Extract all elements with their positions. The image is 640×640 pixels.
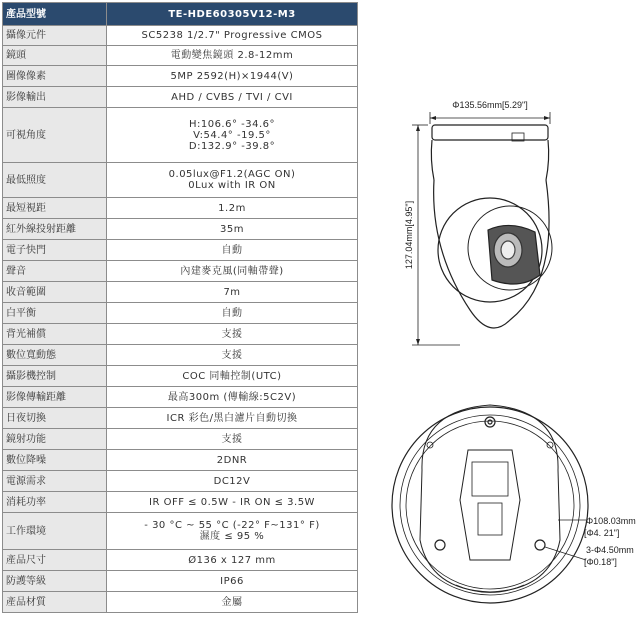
table-row	[3, 198, 358, 219]
spec-value: 支援	[107, 324, 358, 345]
bottom-dimension-1-inch: [Φ4. 21"]	[584, 528, 620, 538]
spec-label: 攝影機控制	[3, 366, 107, 387]
bottom-dimension-1: Φ108.03mm	[586, 516, 636, 526]
spec-label: 紅外線投射距離	[3, 219, 107, 240]
spec-label: 電子快門	[3, 240, 107, 261]
spec-value: DC12V	[107, 471, 358, 492]
spec-table	[2, 2, 358, 613]
spec-value: 自動	[107, 303, 358, 324]
bottom-dimension-2: 3-Φ4.50mm	[586, 545, 634, 555]
spec-label: 聲音	[3, 261, 107, 282]
spec-label: 可視角度	[3, 108, 107, 163]
spec-label: 消耗功率	[3, 492, 107, 513]
spec-label: 最低照度	[3, 163, 107, 198]
spec-label: 工作環境	[3, 513, 107, 550]
spec-label: 最短視距	[3, 198, 107, 219]
table-row	[3, 46, 358, 66]
spec-value: 7m	[107, 282, 358, 303]
spec-label: 影像傳輸距離	[3, 387, 107, 408]
spec-label: 攝像元件	[3, 26, 107, 46]
spec-label: 鏡射功能	[3, 429, 107, 450]
table-header-row	[3, 3, 358, 26]
table-row	[3, 87, 358, 108]
table-row	[3, 450, 358, 471]
spec-label: 數位寬動態	[3, 345, 107, 366]
table-row	[3, 66, 358, 87]
table-row	[3, 240, 358, 261]
table-row	[3, 108, 358, 163]
spec-label: 圖像像素	[3, 66, 107, 87]
spec-value: 自動	[107, 240, 358, 261]
spec-label: 產品尺寸	[3, 550, 107, 571]
table-row	[3, 282, 358, 303]
header-label: 產品型號	[3, 3, 107, 26]
spec-value: 內建麥克風(同軸帶聲)	[107, 261, 358, 282]
table-row	[3, 387, 358, 408]
spec-label: 電源需求	[3, 471, 107, 492]
spec-label: 產品材質	[3, 592, 107, 613]
spec-value: 電動變焦鏡頭 2.8-12mm	[107, 46, 358, 66]
spec-label: 防護等級	[3, 571, 107, 592]
table-row	[3, 26, 358, 46]
table-row	[3, 345, 358, 366]
spec-value: COC 同軸控制(UTC)	[107, 366, 358, 387]
spec-value: AHD / CVBS / TVI / CVI	[107, 87, 358, 108]
bottom-dimension-2-inch: [Φ0.18"]	[584, 557, 617, 567]
spec-label: 數位降噪	[3, 450, 107, 471]
spec-value: H:106.6° -34.6° V:54.4° -19.5° D:132.9° -39.8°	[107, 108, 358, 163]
spec-label: 鏡頭	[3, 46, 107, 66]
spec-label: 日夜切換	[3, 408, 107, 429]
spec-value: 支援	[107, 345, 358, 366]
table-row	[3, 571, 358, 592]
width-dimension: Φ135.56mm[5.29"]	[452, 100, 528, 110]
spec-value: ICR 彩色/黑白濾片自動切換	[107, 408, 358, 429]
table-row	[3, 471, 358, 492]
table-row	[3, 492, 358, 513]
spec-label: 影像輸出	[3, 87, 107, 108]
spec-value: - 30 °C ~ 55 °C (-22° F~131° F) 濕度 ≤ 95 %	[107, 513, 358, 550]
table-row	[3, 303, 358, 324]
table-row	[3, 219, 358, 240]
spec-value: 金屬	[107, 592, 358, 613]
spec-value: 最高300m (傳輸線:5C2V)	[107, 387, 358, 408]
table-row	[3, 163, 358, 198]
table-row	[3, 550, 358, 571]
camera-drawing	[360, 0, 640, 640]
table-row	[3, 324, 358, 345]
table-row	[3, 366, 358, 387]
spec-label: 背光補償	[3, 324, 107, 345]
spec-value: 1.2m	[107, 198, 358, 219]
spec-value: 支援	[107, 429, 358, 450]
bottom-view	[392, 405, 588, 603]
spec-value: Ø136 x 127 mm	[107, 550, 358, 571]
spec-label: 收音範圍	[3, 282, 107, 303]
spec-value: 2DNR	[107, 450, 358, 471]
table-row	[3, 429, 358, 450]
table-row	[3, 408, 358, 429]
side-view	[412, 112, 552, 345]
spec-value: 0.05lux@F1.2(AGC ON) 0Lux with IR ON	[107, 163, 358, 198]
table-row	[3, 592, 358, 613]
spec-value: IP66	[107, 571, 358, 592]
spec-value: SC5238 1/2.7" Progressive CMOS	[107, 26, 358, 46]
spec-label: 白平衡	[3, 303, 107, 324]
table-row	[3, 513, 358, 550]
table-row	[3, 261, 358, 282]
spec-value: IR OFF ≤ 0.5W - IR ON ≤ 3.5W	[107, 492, 358, 513]
header-model: TE-HDE60305V12-M3	[107, 3, 358, 26]
height-dimension: 127.04mm[4.95"]	[404, 200, 414, 270]
spec-value: 35m	[107, 219, 358, 240]
spec-value: 5MP 2592(H)×1944(V)	[107, 66, 358, 87]
